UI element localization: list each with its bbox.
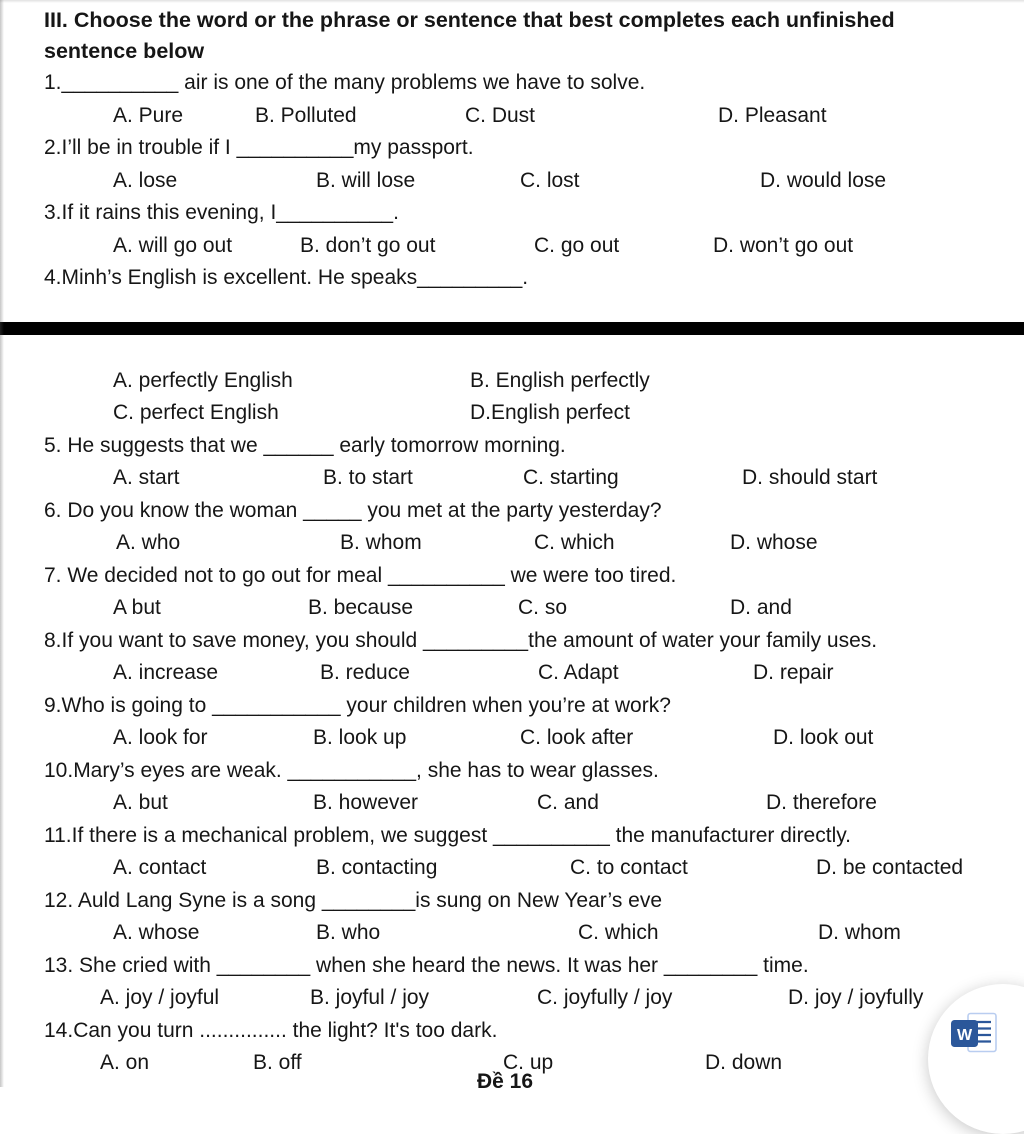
- question-9-text: 9.Who is going to ___________ your children when you’re at work?: [44, 693, 671, 717]
- question-4-text: 4.Minh’s English is excellent. He speaks_________.: [44, 266, 529, 289]
- word-icon-letter: W: [956, 1027, 973, 1044]
- questions-list: [0, 67, 1024, 1080]
- question-2-option-c: C. lost: [520, 168, 580, 192]
- question-9-option-b: B. look up: [313, 726, 407, 749]
- question-14-option-d: D. down: [705, 1051, 783, 1074]
- footer-partial-text: Đề 16: [477, 1070, 534, 1093]
- question-14-option-c: C. up: [503, 1051, 554, 1074]
- question-8-option-c: C. Adapt: [538, 661, 619, 684]
- question-10-option-d: D. therefore: [766, 791, 877, 814]
- question-14-option-a: A. on: [100, 1051, 150, 1074]
- question-11-text: 11.If there is a mechanical problem, we suggest __________ the manufacturer directly.: [44, 823, 852, 847]
- question-2-option-b: B. will lose: [316, 168, 416, 192]
- question-6-option-a: A. who: [116, 531, 181, 554]
- question-13-option-d: D. joy / joyfully: [788, 986, 924, 1009]
- question-1-option-b: B. Polluted: [255, 103, 357, 127]
- question-7-option-b: B. because: [308, 596, 414, 619]
- question-8-option-d: D. repair: [753, 661, 834, 684]
- question-1-text: 1.__________ air is one of the many problems we have to solve.: [44, 71, 646, 94]
- question-6-option-c: C. which: [534, 531, 615, 554]
- question-2-option-d: D. would lose: [760, 168, 887, 192]
- question-13-option-b: B. joyful / joy: [310, 986, 430, 1009]
- question-11-option-a: A. contact: [113, 856, 207, 879]
- question-10-option-b: B. however: [313, 791, 419, 814]
- question-5-options-row: [0, 462, 1024, 495]
- question-10-text: 10.Mary’s eyes are weak. ___________, she has to wear glasses.: [44, 758, 659, 782]
- question-1-options-row: [0, 100, 1024, 133]
- question-6-option-b: B. whom: [340, 531, 422, 554]
- question-12-text: 12. Auld Lang Syne is a song ________is sung on New Year’s eve: [44, 888, 663, 912]
- question-13-options-row: [0, 982, 1024, 1015]
- question-5-option-c: C. starting: [523, 466, 619, 489]
- question-12-option-c: C. which: [578, 921, 659, 944]
- question-5-option-a: A. start: [113, 466, 180, 489]
- question-5-option-b: B. to start: [323, 466, 413, 489]
- question-11-option-c: C. to contact: [570, 856, 688, 879]
- question-8-option-b: B. reduce: [320, 661, 410, 684]
- question-6-text: 6. Do you know the woman _____ you met at the party yesterday?: [44, 498, 662, 522]
- question-9-option-d: D. look out: [773, 726, 874, 749]
- question-4-option-b: B. English perfectly: [470, 368, 650, 392]
- question-6-options-row: [0, 527, 1024, 560]
- question-3-option-c: C. go out: [534, 233, 620, 257]
- section-title: [0, 0, 1024, 67]
- question-10-option-a: A. but: [113, 791, 168, 814]
- question-10-option-c: C. and: [537, 791, 599, 814]
- question-13-option-a: A. joy / joyful: [100, 986, 220, 1009]
- question-3-option-a: A. will go out: [113, 233, 233, 257]
- question-2-options-row: [0, 165, 1024, 198]
- question-12-option-a: A. whose: [113, 921, 200, 944]
- question-8-options-row: [0, 657, 1024, 690]
- question-3-text: 3.If it rains this evening, I__________.: [44, 201, 399, 224]
- question-7-text: 7. We decided not to go out for meal __________ we were too tired.: [44, 563, 677, 587]
- question-7-option-c: C. so: [518, 596, 568, 619]
- question-7-options-row: [0, 592, 1024, 625]
- question-8-text: 8.If you want to save money, you should _________the amount of water your family uses.: [44, 628, 878, 652]
- question-14-text: 14.Can you turn ............... the light? It's too dark.: [44, 1018, 498, 1042]
- question-12-option-d: D. whom: [818, 921, 901, 944]
- question-4-options-row: [0, 397, 1024, 430]
- question-5-option-d: D. should start: [742, 466, 878, 489]
- word-icon: [950, 1012, 998, 1059]
- question-1-option-a: A. Pure: [113, 103, 184, 127]
- question-11-options-row: [0, 852, 1024, 885]
- question-1-option-c: C. Dust: [465, 103, 536, 127]
- question-13-option-c: C. joyfully / joy: [537, 986, 673, 1009]
- question-5-text: 5. He suggests that we ______ early tomorrow morning.: [44, 433, 566, 457]
- page-break-divider: [0, 322, 1024, 335]
- section-title-line-1: III. Choose the word or the phrase or sentence that best completes each unfinished: [44, 8, 895, 32]
- question-9-options-row: [0, 722, 1024, 755]
- question-2-text: 2.I’ll be in trouble if I __________my passport.: [44, 136, 474, 159]
- question-11-option-b: B. contacting: [316, 856, 438, 879]
- question-7-option-a: A but: [113, 596, 161, 619]
- question-3-options-row: [0, 230, 1024, 263]
- question-6-option-d: D. whose: [730, 531, 818, 554]
- question-4-option-c: C. perfect English: [113, 401, 279, 424]
- question-10-options-row: [0, 787, 1024, 820]
- question-9-option-a: A. look for: [113, 726, 208, 749]
- question-9-option-c: C. look after: [520, 726, 634, 749]
- question-8-option-a: A. increase: [113, 661, 219, 684]
- question-1-option-d: D. Pleasant: [718, 103, 827, 127]
- question-2-option-a: A. lose: [113, 168, 178, 192]
- question-4-option-d: D.English perfect: [470, 401, 630, 424]
- question-3-option-b: B. don’t go out: [300, 233, 436, 257]
- question-12-options-row: [0, 917, 1024, 950]
- question-4-options-row: [0, 365, 1024, 398]
- question-4-option-a: A. perfectly English: [113, 368, 293, 392]
- question-13-text: 13. She cried with ________ when she heard the news. It was her ________ time.: [44, 953, 809, 977]
- question-3-option-d: D. won’t go out: [713, 233, 854, 257]
- question-11-option-d: D. be contacted: [816, 856, 964, 879]
- section-title-line-2: sentence below: [44, 39, 205, 63]
- question-12-option-b: B. who: [316, 921, 381, 944]
- question-7-option-d: D. and: [730, 596, 792, 619]
- question-14-option-b: B. off: [253, 1051, 302, 1074]
